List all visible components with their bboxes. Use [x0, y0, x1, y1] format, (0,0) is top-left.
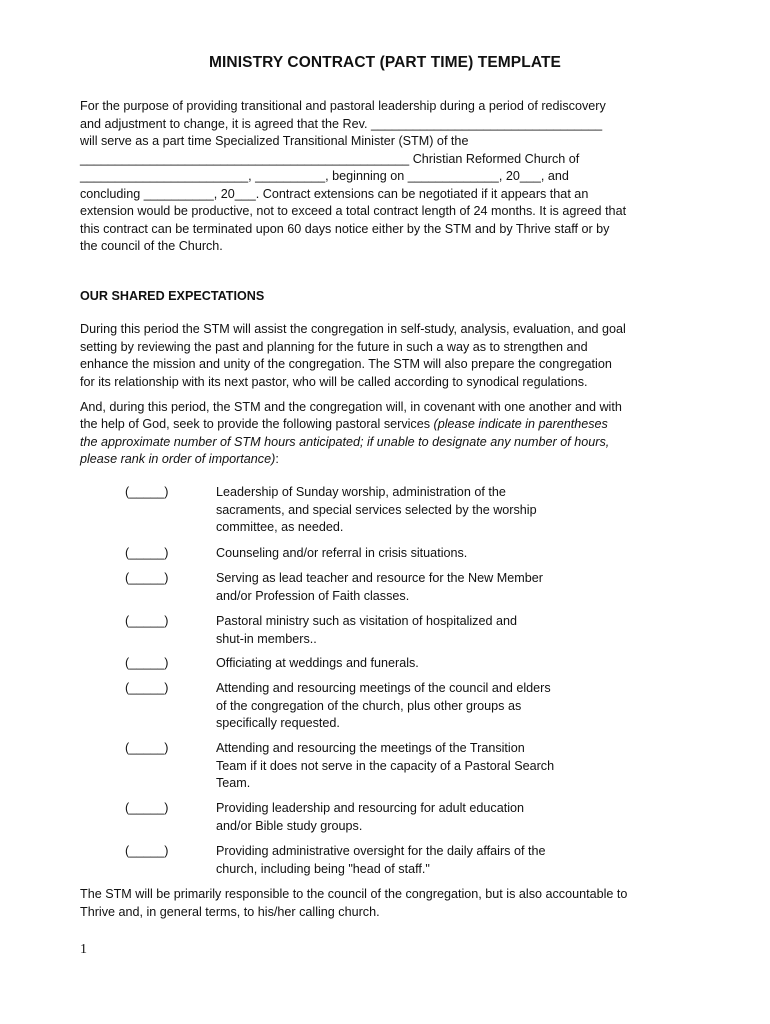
service-line: of the congregation of the church, plus other groups as	[216, 698, 522, 713]
intro-line: the council of the Church.	[80, 239, 223, 253]
page-number: 1	[80, 942, 87, 957]
service-line: Team if it does not serve in the capacity of a Pastoral Search	[216, 758, 555, 773]
paragraph-line: enhance the mission and unity of the congregation. The STM will also prepare the congregation	[80, 357, 612, 371]
paragraph-line: During this period the STM will assist the congregation in self-study, analysis, evaluation, and goal	[80, 322, 626, 336]
service-line: shut-in members..	[216, 631, 317, 646]
paragraph-line: setting by reviewing the past and planning for the future in such a way as to strengthen and	[80, 340, 588, 354]
intro-line: ________________________, __________, beginning on _____________, 20___, and	[80, 169, 569, 183]
intro-line: and adjustment to change, it is agreed that the Rev. _________________________________	[80, 117, 603, 131]
hours-blank[interactable]: (_____)	[125, 741, 169, 755]
intro-line: will serve as a part time Specialized Transitional Minister (STM) of the	[80, 134, 469, 148]
intro-line: extension would be productive, not to exceed a total contract length of 24 months. It is agreed that	[80, 204, 627, 218]
hours-blank[interactable]: (_____)	[125, 485, 169, 499]
paragraph-line: The STM will be primarily responsible to the council of the congregation, but is also accountable to	[80, 887, 628, 901]
paragraph-line	[80, 451, 279, 469]
intro-line: _______________________________________________ Christian Reformed Church of	[80, 152, 580, 166]
service-line: Providing administrative oversight for the daily affairs of the	[216, 844, 546, 858]
hours-blank[interactable]: (_____)	[125, 656, 169, 670]
paragraph-line	[80, 416, 608, 434]
service-description	[216, 740, 636, 793]
service-description	[216, 484, 636, 537]
service-line: Providing leadership and resourcing for adult education	[216, 801, 525, 815]
hours-blank[interactable]: (_____)	[125, 801, 169, 815]
service-line: Officiating at weddings and funerals.	[216, 656, 419, 670]
service-description	[216, 680, 636, 733]
hours-blank[interactable]: (_____)	[125, 571, 169, 585]
paragraph-line: for its relationship with its next pastor, who will be called according to synodical regulations.	[80, 375, 588, 389]
document-title: MINISTRY CONTRACT (PART TIME) TEMPLATE	[209, 54, 561, 71]
service-line: Team.	[216, 776, 251, 791]
intro-line: For the purpose of providing transitional and pastoral leadership during a period of rediscovery	[80, 99, 606, 113]
service-description	[216, 613, 636, 648]
italic-instruction: the approximate number of STM hours anticipated; if unable to designate any number of hours,	[80, 435, 610, 449]
intro-line: concluding __________, 20___. Contract extensions can be negotiated if it appears that an	[80, 187, 589, 201]
hours-blank[interactable]: (_____)	[125, 844, 169, 858]
service-line: Counseling and/or referral in crisis situations.	[216, 546, 468, 560]
italic-instruction: (please indicate in parentheses	[433, 417, 608, 431]
service-line: and/or Bible study groups.	[216, 818, 363, 833]
service-line: Serving as lead teacher and resource for the New Member	[216, 571, 543, 585]
plain-text: :	[275, 452, 279, 466]
plain-text: the help of God, seek to provide the following pastoral services	[80, 417, 434, 431]
service-line: specifically requested.	[216, 716, 340, 731]
service-line: Leadership of Sunday worship, administration of the	[216, 485, 506, 499]
paragraph-line: Thrive and, in general terms, to his/her calling church.	[80, 905, 380, 919]
service-line: Attending and resourcing the meetings of the Transition	[216, 741, 525, 755]
service-line: sacraments, and special services selected by the worship	[216, 502, 537, 517]
service-description	[216, 655, 636, 673]
section-heading: OUR SHARED EXPECTATIONS	[80, 289, 265, 303]
intro-line: this contract can be terminated upon 60 days notice either by the STM and by Thrive staff or by	[80, 222, 610, 236]
service-line: Attending and resourcing meetings of the council and elders	[216, 681, 551, 695]
service-line: committee, as needed.	[216, 520, 344, 535]
italic-instruction: please rank in order of importance)	[80, 452, 276, 466]
paragraph-line: And, during this period, the STM and the congregation will, in covenant with one another and with	[80, 400, 622, 414]
service-description	[216, 570, 636, 605]
service-line: church, including being "head of staff."	[216, 861, 430, 876]
hours-blank[interactable]: (_____)	[125, 614, 169, 628]
service-description	[216, 800, 636, 835]
service-line: and/or Profession of Faith classes.	[216, 588, 410, 603]
service-description	[216, 843, 636, 878]
service-line: Pastoral ministry such as visitation of hospitalized and	[216, 614, 517, 628]
hours-blank[interactable]: (_____)	[125, 546, 169, 560]
service-description	[216, 545, 636, 563]
hours-blank[interactable]: (_____)	[125, 681, 169, 695]
